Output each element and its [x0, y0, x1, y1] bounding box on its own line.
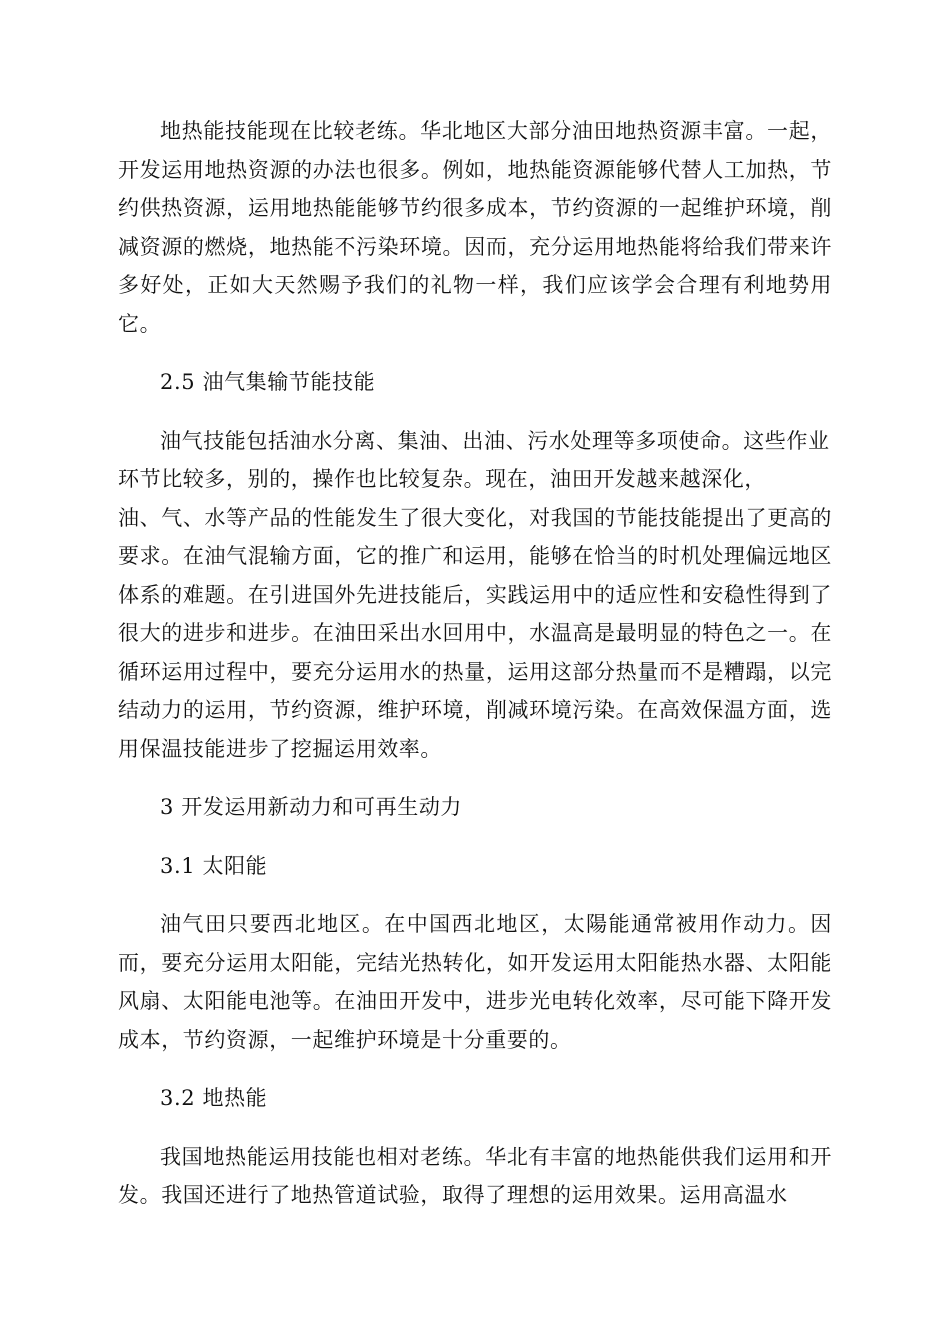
heading-3: 3 开发运用新动力和可再生动力 [160, 795, 463, 819]
paragraph-geothermal-intro: 地热能技能现在比较老练。华北地区大部分油田地热资源丰富。一起，开发运用地热资源的办法也很多。例如，地热能资源能够代替人工加热，节约供热资源，运用地热能能够节约很多成本，节约资源的一起维护环境，削减资源的燃烧，地热能不污染环境。因而，充分运用地热能将给我们带来许多好处，正如大天然赐予我们的礼物一样，我们应该学会合理有利地势用它。 [118, 119, 832, 336]
spacer [118, 1118, 832, 1138]
paragraph-geothermal-china: 我国地热能运用技能也相对老练。华北有丰富的地热能供我们运用和开发。我国还进行了地热管道试验，取得了理想的运用效果。运用高温水 [118, 1144, 832, 1207]
heading-3-1: 3.1 太阳能 [160, 853, 268, 878]
spacer [118, 885, 832, 905]
paragraph-oil-gas-line-2: 油、气、水等产品的性能发生了很大变化，对我国的节能技能提出了更高的要求。在油气混输方面，它的推广和运用，能够在恰当的时机处理偏远地区体系的难题。在引进国外先进技能后，实践运用中的适应性和安稳性得到了很大的进步和进步。在油田采出水回用中，水温高是最明显的特色之一。在循环运用过程中，要充分运用水的热量，运用这部分热量而不是糟蹋，以完结动力的运用，节约资源，维护环境，削减环境污染。在高效保温方面，选用保温技能进步了挖掘运用效率。 [118, 505, 832, 761]
paragraph-oil-gas-gathering [118, 422, 832, 769]
spacer [118, 343, 832, 363]
spacer [118, 827, 832, 847]
spacer [118, 402, 832, 422]
paragraph-solar: 油气田只要西北地区。在中国西北地区，太陽能通常被用作动力。因而，要充分运用太阳能，完结光热转化，如开发运用太阳能热水器、太阳能风扇、太阳能电池等。在油田开发中，进步光电转化效率，尽可能下降开发成本，节约资源，一起维护环境是十分重要的。 [118, 912, 832, 1052]
heading-3-2: 3.2 地热能 [160, 1086, 268, 1110]
paragraph-oil-gas-line-1: 油气技能包括油水分离、集油、出油、污水处理等多项使命。这些作业环节比较多，别的，操作也比较复杂。现在，油田开发越来越深化， [118, 428, 830, 491]
heading-2-5: 2.5 油气集输节能技能 [160, 370, 376, 394]
spacer [118, 768, 832, 788]
spacer [118, 1059, 832, 1079]
